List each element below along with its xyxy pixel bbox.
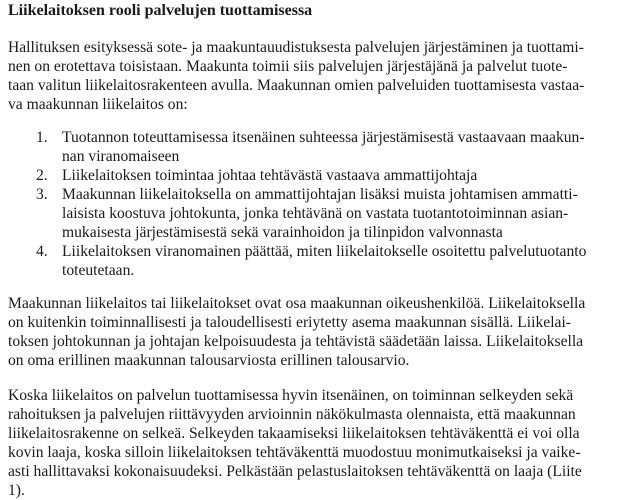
paragraph-3-line: 1). [8, 482, 25, 499]
paragraph-1-line: taan valitun liikelaitosrakenteen avulla. Maakunnan omien palveluiden tuottamisesta vastaa- [8, 77, 585, 94]
list-item-number: 4. [36, 243, 48, 260]
list-item-text: mukaisesta järjestämisestä sekä varainhoidon ja tilinpidon valvonnasta [62, 224, 503, 241]
list-item-number: 2. [36, 167, 48, 184]
paragraph-3-line: asti hallittavaksi kokonaisuudeksi. Pelkästään pelastuslaitoksen tehtäväkenttä on laaja (Liite [8, 463, 582, 480]
paragraph-3-line: rahoituksen ja palvelujen riittävyyden arvioinnin näkökulmasta olennaista, että maakunnan [8, 406, 576, 423]
paragraph-3-line: Koska liikelaitos on palvelun tuottamisessa hyvin itsenäinen, on toiminnan selkeyden sekä [8, 387, 574, 404]
list-item-text: Liikelaitoksen viranomainen päättää, miten liikelaitokselle osoitettu palvelutuotanto [62, 243, 587, 260]
document-title: Liikelaitoksen rooli palvelujen tuottamisessa [8, 2, 313, 19]
list-item-text: nan viranomaiseen [62, 148, 180, 165]
list-item-text: toteutetaan. [62, 262, 135, 279]
paragraph-3-line: liikelaitosrakenne on selkeä. Selkeyden takaamiseksi liikelaitoksen tehtäväkenttä ei voi olla [8, 425, 580, 442]
list-item-text: Maakunnan liikelaitoksella on ammattijohtajan lisäksi muista johtamisen ammatti- [62, 186, 578, 203]
list-item-text: Tuotannon toteuttamisessa itsenäinen suhteessa järjestämisestä vastaavaan maakun- [62, 129, 585, 146]
list-item-text: Liikelaitoksen toimintaa johtaa tehtävästä vastaava ammattijohtaja [62, 167, 478, 184]
paragraph-2-line: on oma erillinen maakunnan talousarviosta erillinen talousarvio. [8, 352, 410, 369]
paragraph-3-line: kovin laaja, koska silloin liikelaitoksen tehtäväkenttä muodostuu monimutkaiseksi ja vaike- [8, 444, 581, 461]
list-item-number: 1. [36, 129, 48, 146]
paragraph-1-line: Hallituksen esityksessä sote- ja maakuntauudistuksesta palvelujen järjestäminen ja tuottami- [8, 39, 584, 56]
paragraph-1-line: nen on erotettava toisistaan. Maakunta toimii siis palvelujen järjestäjänä ja palvelut tuote- [8, 58, 568, 75]
paragraph-1-line: va maakunnan liikelaitos on: [8, 96, 188, 113]
paragraph-2-line: Maakunnan liikelaitos tai liikelaitokset ovat osa maakunnan oikeushenkilöä. Liikelaitoksella [8, 295, 586, 312]
list-item-text: laisista koostuva johtokunta, jonka tehtävänä on vastata tuotantotoiminnan asian- [62, 205, 569, 222]
list-item-number: 3. [36, 186, 48, 203]
paragraph-2-line: on kuitenkin toiminnallisesti ja taloudellisesti eriytetty asema maakunnan sisällä. Liikelai- [8, 314, 571, 331]
paragraph-2-line: toksen johtokunnan ja johtajan kelpoisuudesta ja tehtävistä säädetään laissa. Liikelaitoksella [8, 333, 584, 350]
